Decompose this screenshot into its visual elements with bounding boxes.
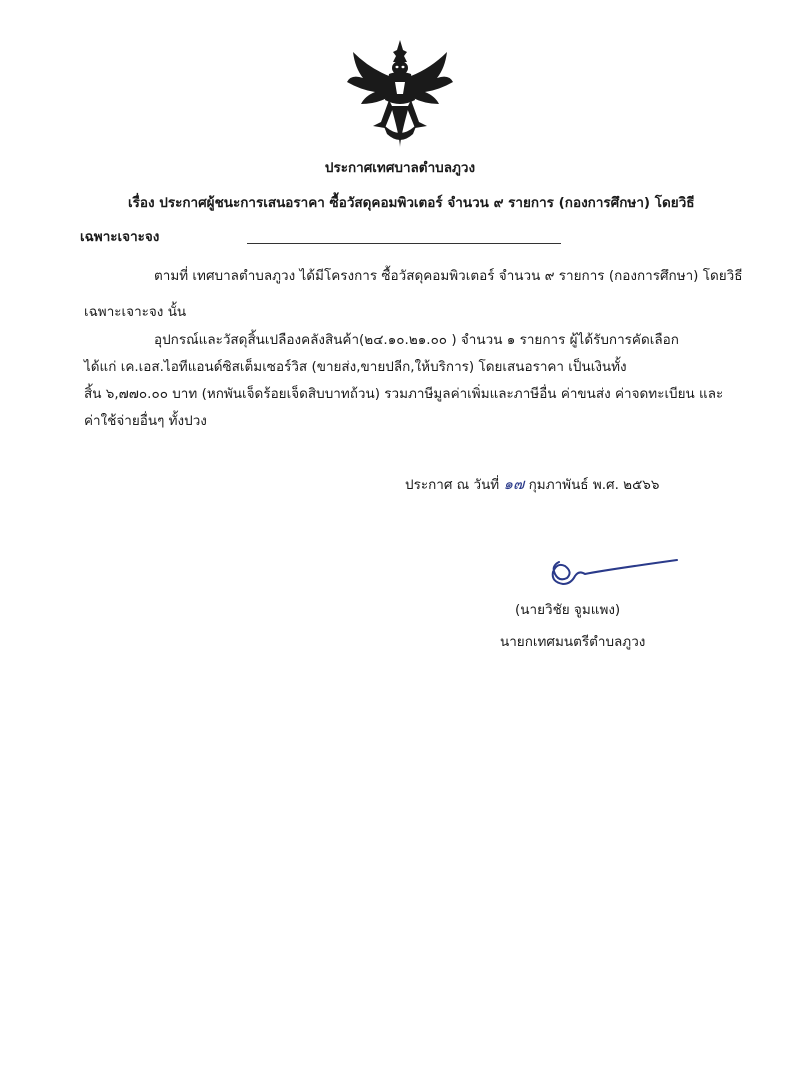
body-line: ค่าใช้จ่ายอื่นๆ ทั้งปวง [84, 413, 207, 429]
date-prefix: ประกาศ ณ วันที่ [405, 477, 500, 493]
divider-line [247, 243, 561, 244]
body-line: ได้แก่ เค.เอส.ไอทีแอนด์ซิสเต็มเซอร์วิส (ขายส่ง,ขายปลีก,ให้บริการ) โดยเสนอราคา เป็นเงินทั้ง [84, 359, 627, 375]
document-subject: เรื่อง ประกาศผู้ชนะการเสนอราคา ซื้อวัสดุคอมพิวเตอร์ จำนวน ๙ รายการ (กองการศึกษา) โดยวิธีเฉพาะเจาะจง [80, 195, 695, 245]
signatory-position: นายกเทศมนตรีตำบลภูวง [500, 634, 646, 650]
signature-icon [545, 552, 680, 592]
body-line: เฉพาะเจาะจง นั้น [84, 304, 187, 320]
body-line: สิ้น ๖,๗๗๐.๐๐ บาท (หกพันเจ็ดร้อยเจ็ดสิบบาทถ้วน) รวมภาษีมูลค่าเพิ่มและภาษีอื่น ค่าขนส่ง ค่าจดทะเบียน และ [84, 386, 724, 402]
date-suffix: กุมภาพันธ์ พ.ศ. ๒๕๖๖ [528, 477, 660, 493]
document-title: ประกาศเทศบาลตำบลภูวง [324, 160, 476, 176]
body-line: อุปกรณ์และวัสดุสิ้นเปลืองคลังสินค้า(๒๔.๑๐.๒๑.๐๐ ) จำนวน ๑ รายการ ผู้ได้รับการคัดเลือก [154, 332, 679, 348]
signatory-name: (นายวิชัย จูมแพง) [515, 602, 621, 618]
announcement-date [405, 474, 659, 495]
body-line: ตามที่ เทศบาลตำบลภูวง ได้มีโครงการ ซื้อวัสดุคอมพิวเตอร์ จำนวน ๙ รายการ (กองการศึกษา) โดยวิธี [154, 268, 743, 284]
garuda-emblem-icon [345, 38, 455, 150]
handwritten-day: ๑๗ [503, 475, 525, 493]
